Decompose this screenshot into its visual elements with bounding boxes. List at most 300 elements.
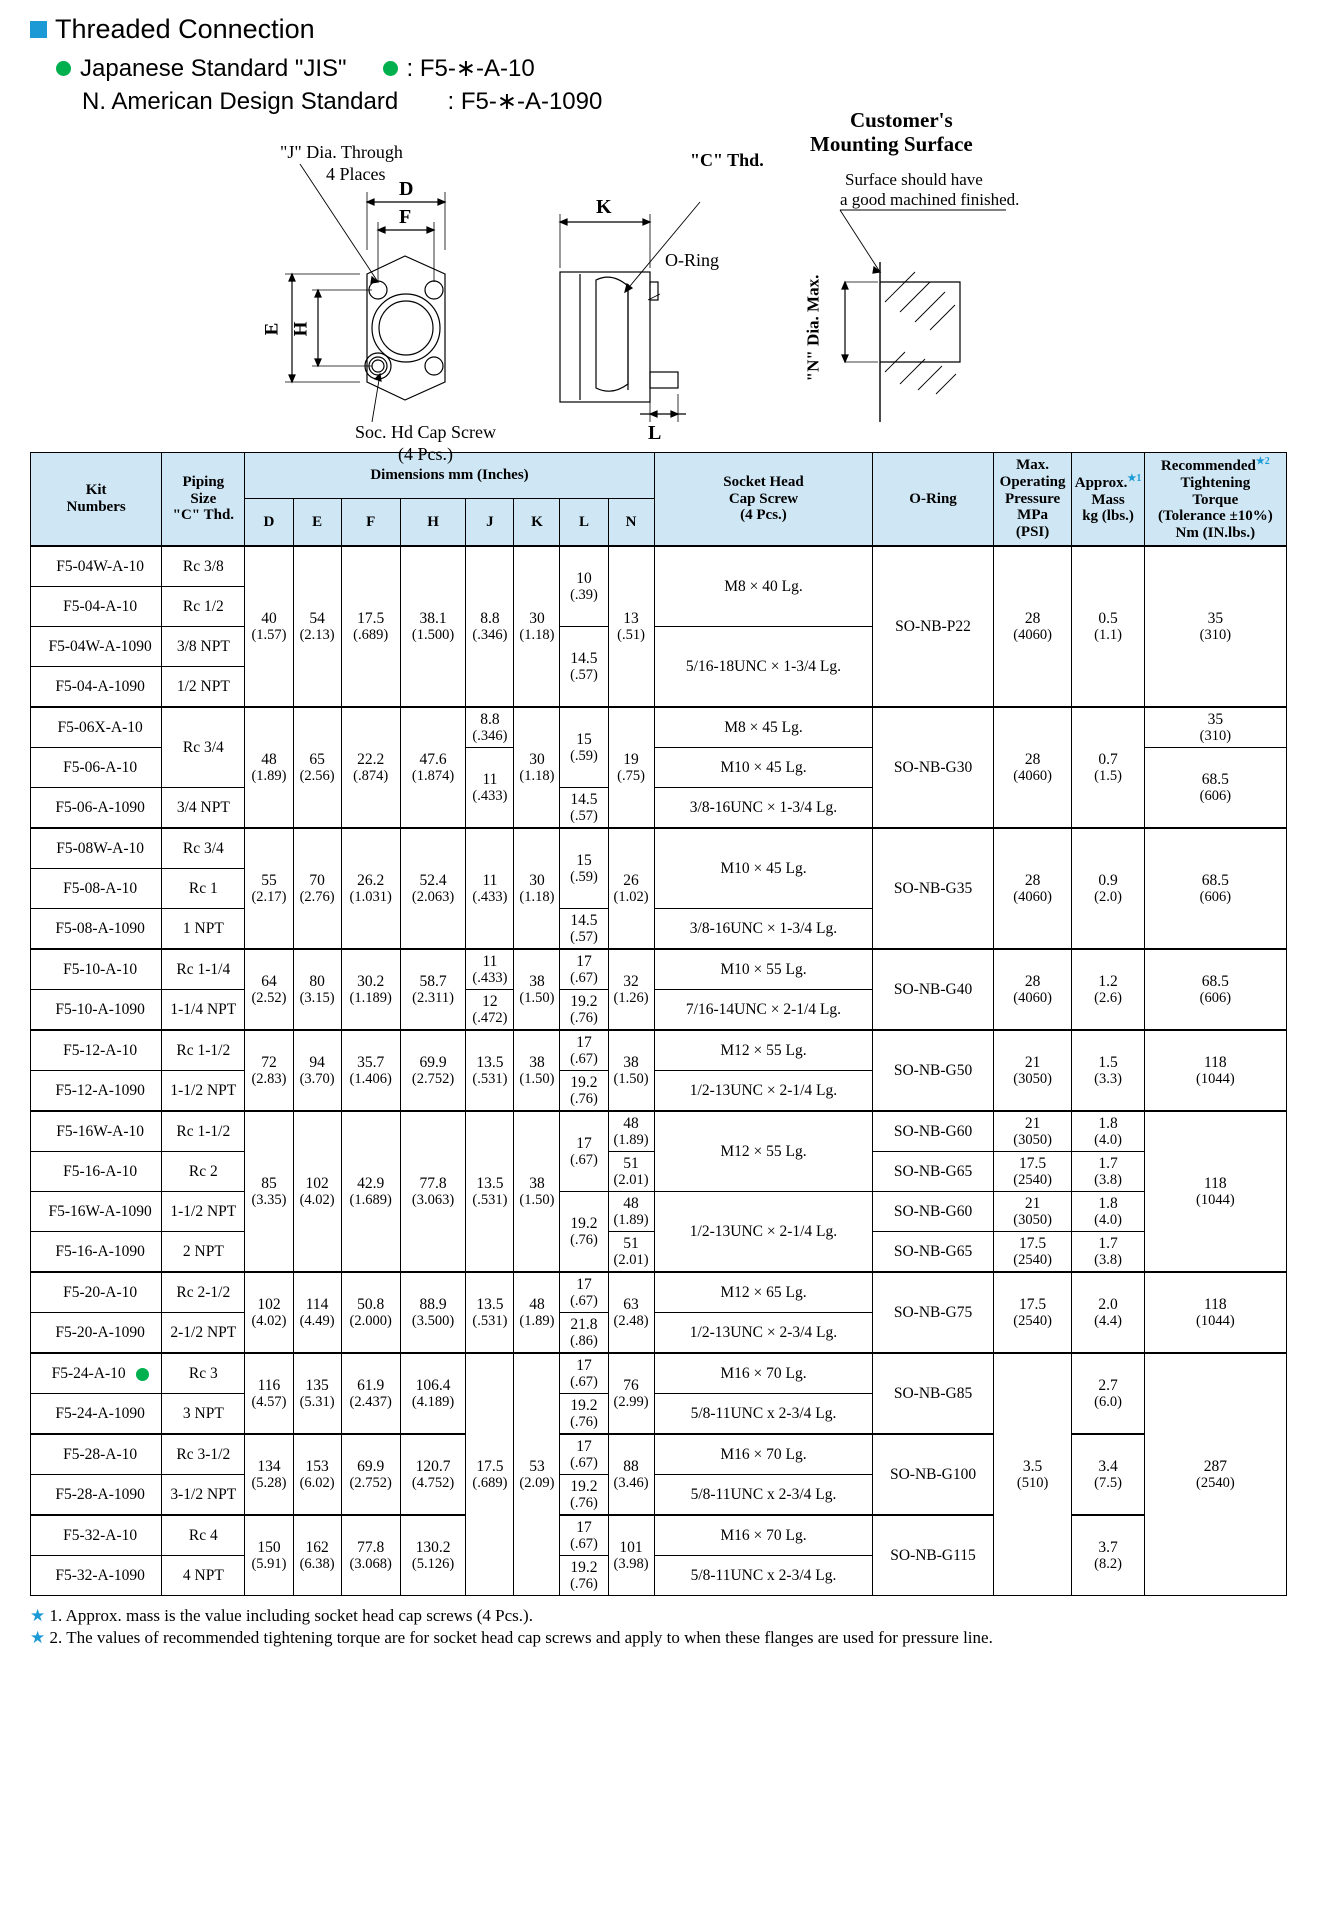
dim-k-in: (2.09) [519, 1475, 555, 1492]
dim-n-in: (1.89) [613, 1212, 649, 1229]
dim-j-mm: 11 [482, 871, 498, 889]
dim-k-in: (1.18) [519, 768, 555, 785]
footnote-2-text: 2. The values of recommended tightening torque are for socket head cap screws and apply to when these flanges are used for pressure line. [49, 1627, 993, 1647]
dim-l [560, 546, 608, 627]
th-kit-numbers [31, 453, 162, 546]
dim-n-in: (2.01) [613, 1172, 649, 1189]
dim-f-mm: 17.5 [357, 609, 385, 627]
label-soc-screw: Soc. Hd Cap Screw [355, 422, 496, 442]
press-mpa: 28 [1024, 871, 1041, 889]
kit-number: F5-04W-A-1090 [31, 626, 162, 666]
dim-n-in: (1.89) [613, 1132, 649, 1149]
dim-l-in: (.57) [570, 929, 598, 946]
dim-j-mm: 13.5 [476, 1174, 504, 1192]
dim-h-in: (5.126) [411, 1556, 455, 1573]
dim-e-mm: 153 [305, 1457, 329, 1475]
th-dim-j: J [466, 499, 514, 546]
piping-size: Rc 1-1/2 [162, 1030, 245, 1071]
th-socket-l1: Socket Head [723, 473, 804, 490]
kit-number: F5-32-A-1090 [31, 1555, 162, 1595]
dim-e-in: (4.02) [299, 1192, 335, 1209]
dim-n [608, 828, 654, 949]
kit-number: F5-16W-A-10 [31, 1111, 162, 1152]
approx-mass [1072, 1272, 1144, 1353]
footnote-1-text: 1. Approx. mass is the value including socket head cap screws (4 Pcs.). [49, 1605, 533, 1625]
th-press-l1: Max. [1016, 457, 1050, 473]
dim-h-in: (4.752) [411, 1475, 455, 1492]
dim-n [608, 1515, 654, 1596]
dim-f [341, 949, 400, 1030]
dim-h-in: (2.752) [411, 1071, 455, 1088]
mass-kg: 1.2 [1098, 972, 1118, 990]
dim-j [466, 989, 514, 1030]
socket-screw: M16 × 70 Lg. [654, 1515, 873, 1556]
piping-size: 1/2 NPT [162, 666, 245, 707]
oring-code: SO-NB-G75 [873, 1272, 993, 1353]
dim-f [341, 1515, 400, 1596]
dim-h-mm: 77.8 [419, 1174, 447, 1192]
label-surface-2: a good machined finished. [840, 190, 1020, 209]
dim-k-in: (1.50) [519, 1071, 555, 1088]
dim-k-mm: 30 [529, 609, 545, 627]
piping-size: Rc 3/4 [162, 828, 245, 869]
kit-number: F5-04W-A-10 [31, 546, 162, 587]
dim-j-mm: 12 [482, 992, 498, 1010]
press-mpa: 17.5 [1019, 1295, 1047, 1313]
dim-k [514, 1272, 560, 1353]
dim-h-in: (1.500) [411, 627, 455, 644]
label-soc-screw-2: (4 Pcs.) [398, 444, 453, 464]
green-dot-icon [56, 61, 71, 76]
th-kit-l1: Kit [85, 482, 107, 499]
dim-f-in: (2.000) [349, 1313, 392, 1330]
dim-h-in: (1.874) [411, 768, 455, 785]
dim-h [400, 1111, 466, 1272]
dim-n-in: (1.02) [613, 889, 649, 906]
socket-screw: M8 × 45 Lg. [654, 707, 873, 748]
torque-inlbs: (1044) [1196, 1071, 1235, 1088]
piping-size: 3/8 NPT [162, 626, 245, 666]
mass-kg: 3.7 [1098, 1538, 1118, 1556]
dim-j-mm: 13.5 [476, 1295, 504, 1313]
torque-inlbs: (310) [1199, 627, 1232, 644]
dim-j-in: (.531) [472, 1071, 508, 1088]
dim-e [293, 1353, 341, 1434]
dim-h [400, 707, 466, 828]
dim-n-mm: 13 [623, 609, 639, 627]
dim-h [400, 1030, 466, 1111]
dim-l-mm: 21.8 [570, 1315, 598, 1333]
max-pressure [993, 949, 1072, 1030]
socket-screw: M12 × 55 Lg. [654, 1030, 873, 1071]
th-mass-l2: Mass [1091, 491, 1125, 508]
dim-f-in: (.874) [353, 768, 389, 785]
piping-size: 1 NPT [162, 908, 245, 949]
th-pipe-l2: Size [190, 490, 217, 507]
dim-k-in: (1.89) [519, 1313, 555, 1330]
dim-d [245, 1030, 293, 1111]
dim-d-mm: 40 [261, 609, 277, 627]
table-row[interactable] [31, 1272, 1287, 1313]
dim-d [245, 1353, 293, 1434]
th-socket-head [654, 453, 873, 546]
th-piping-size [162, 453, 245, 546]
socket-screw: M12 × 55 Lg. [654, 1111, 873, 1192]
piping-size: Rc 3/8 [162, 546, 245, 587]
dim-e-in: (2.56) [299, 768, 335, 785]
kit-number: F5-24-A-1090 [31, 1393, 162, 1434]
page-header [0, 0, 1317, 116]
table-row[interactable] [31, 1111, 1287, 1152]
dim-l-mm: 15 [576, 730, 592, 748]
piping-size: Rc 2-1/2 [162, 1272, 245, 1313]
dim-k-mm: 48 [529, 1295, 545, 1313]
torque-nm: 35 [1207, 710, 1224, 728]
socket-screw: 5/8-11UNC x 2-3/4 Lg. [654, 1393, 873, 1434]
th-press-l3: Pressure [1004, 490, 1061, 507]
dim-d-mm: 72 [261, 1053, 277, 1071]
piping-size: Rc 1-1/4 [162, 949, 245, 990]
oring-code: SO-NB-G35 [873, 828, 993, 949]
kit-number: F5-16W-A-1090 [31, 1191, 162, 1231]
dim-l-in: (.76) [570, 1495, 598, 1512]
label-d: D [399, 178, 414, 200]
dim-n [608, 1111, 654, 1152]
dim-e-mm: 135 [305, 1376, 329, 1394]
kit-number: F5-12-A-10 [31, 1030, 162, 1071]
piping-size: Rc 1 [162, 868, 245, 908]
dim-f-in: (1.031) [349, 889, 392, 906]
torque-nm: 35 [1207, 609, 1224, 627]
dim-e-mm: 65 [309, 750, 325, 768]
piping-size: 2-1/2 NPT [162, 1312, 245, 1353]
dim-k [514, 1030, 560, 1111]
kit-number: F5-06-A-1090 [31, 787, 162, 828]
dim-e-mm: 162 [305, 1538, 329, 1556]
torque-inlbs: (606) [1199, 788, 1232, 805]
dim-k [514, 707, 560, 828]
kit-number [31, 1353, 162, 1394]
press-mpa: 17.5 [1019, 1154, 1047, 1172]
socket-screw: 5/8-11UNC x 2-3/4 Lg. [654, 1474, 873, 1515]
mass-kg: 2.0 [1098, 1295, 1118, 1313]
kit-number: F5-12-A-1090 [31, 1070, 162, 1111]
piping-size: Rc 2 [162, 1151, 245, 1191]
dim-l-mm: 19.2 [570, 992, 598, 1010]
dim-n-in: (2.01) [613, 1252, 649, 1269]
torque-nm: 68.5 [1201, 770, 1229, 788]
torque [1144, 949, 1286, 1030]
dim-l-in: (.67) [570, 1455, 598, 1472]
dim-e-in: (2.76) [299, 889, 335, 906]
dim-j [466, 546, 514, 707]
dim-f-in: (1.406) [349, 1071, 392, 1088]
dim-n-in: (1.26) [613, 990, 649, 1007]
dim-f-mm: 77.8 [357, 1538, 385, 1556]
dim-h [400, 1515, 466, 1596]
dim-h [400, 1434, 466, 1515]
dim-e-mm: 102 [305, 1174, 329, 1192]
socket-screw: 1/2-13UNC × 2-1/4 Lg. [654, 1070, 873, 1111]
piping-size: Rc 3/4 [162, 707, 245, 788]
table-row[interactable] [31, 546, 1287, 587]
dim-e-mm: 54 [309, 609, 325, 627]
press-mpa: 28 [1024, 972, 1041, 990]
mass-kg: 0.9 [1098, 871, 1118, 889]
kit-number: F5-20-A-10 [31, 1272, 162, 1313]
mass-lbs: (2.6) [1094, 990, 1122, 1007]
kit-number: F5-28-A-10 [31, 1434, 162, 1475]
dim-h-mm: 38.1 [419, 609, 447, 627]
th-torque-l4: (Tolerance ±10%) [1157, 508, 1273, 525]
mass-kg: 1.7 [1098, 1154, 1118, 1172]
kit-number: F5-08-A-1090 [31, 908, 162, 949]
dim-l-mm: 17 [576, 1033, 592, 1051]
torque [1144, 1272, 1286, 1353]
piping-size: Rc 1-1/2 [162, 1111, 245, 1152]
torque-nm: 68.5 [1201, 871, 1229, 889]
dim-f-in: (2.437) [349, 1394, 392, 1411]
dim-d-in: (2.17) [251, 889, 287, 906]
dim-d-in: (3.35) [251, 1192, 287, 1209]
dim-l-in: (.59) [570, 748, 598, 765]
dim-n-in: (2.48) [613, 1313, 649, 1330]
table-row[interactable] [31, 828, 1287, 869]
table-row[interactable] [31, 949, 1287, 990]
dim-j-mm: 13.5 [476, 1053, 504, 1071]
table-row[interactable] [31, 707, 1287, 748]
dim-h-in: (2.063) [411, 889, 455, 906]
label-customer-1: Customer's [850, 108, 953, 132]
dim-j-mm: 11 [482, 770, 498, 788]
star-icon-1: ★ [30, 1605, 46, 1625]
oring-code: SO-NB-G85 [873, 1353, 993, 1434]
dim-h-in: (4.189) [411, 1394, 455, 1411]
dim-k-mm: 53 [529, 1457, 545, 1475]
dim-k-in: (1.50) [519, 990, 555, 1007]
dim-d-mm: 48 [261, 750, 277, 768]
mass-lbs: (8.2) [1094, 1556, 1122, 1573]
dim-j-in: (.433) [472, 788, 508, 805]
dim-l-mm: 17 [576, 952, 592, 970]
th-socket-l2: Cap Screw [728, 490, 799, 507]
mass-kg: 1.5 [1098, 1053, 1118, 1071]
dim-e-in: (5.31) [299, 1394, 335, 1411]
kit-number: F5-06-A-10 [31, 747, 162, 787]
mass-lbs: (7.5) [1094, 1475, 1122, 1492]
label-h: H [290, 321, 312, 337]
oring-code: SO-NB-G60 [873, 1191, 993, 1231]
green-dot-icon-2 [383, 61, 398, 76]
dim-j [466, 1353, 514, 1596]
th-dim-k: K [514, 499, 560, 546]
dim-l-mm: 14.5 [570, 649, 598, 667]
table-row[interactable] [31, 1030, 1287, 1071]
green-dot-icon-row [136, 1368, 149, 1381]
dim-n-mm: 48 [623, 1114, 639, 1132]
dim-j [466, 1030, 514, 1111]
dim-k-mm: 30 [529, 750, 545, 768]
dim-h-in: (3.500) [411, 1313, 455, 1330]
torque [1144, 1030, 1286, 1111]
th-approx-mass [1072, 453, 1144, 546]
dim-l-in: (.57) [570, 808, 598, 825]
dim-l [560, 1312, 608, 1353]
oring-code: SO-NB-G30 [873, 707, 993, 828]
oring-code: SO-NB-G40 [873, 949, 993, 1030]
dim-n-mm: 51 [623, 1154, 639, 1172]
approx-mass [1072, 828, 1144, 949]
dim-n-in: (3.98) [613, 1556, 649, 1573]
socket-screw: 3/8-16UNC × 1-3/4 Lg. [654, 787, 873, 828]
torque-inlbs: (606) [1199, 889, 1232, 906]
torque [1144, 1111, 1286, 1272]
socket-screw: 1/2-13UNC × 2-3/4 Lg. [654, 1312, 873, 1353]
dim-l-mm: 14.5 [570, 790, 598, 808]
dim-d [245, 707, 293, 828]
piping-size: Rc 3 [162, 1353, 245, 1394]
table-row[interactable] [31, 1353, 1287, 1394]
socket-screw: M12 × 65 Lg. [654, 1272, 873, 1313]
dim-d-mm: 55 [261, 871, 277, 889]
torque-inlbs: (2540) [1196, 1475, 1235, 1492]
dim-d-in: (2.83) [251, 1071, 287, 1088]
press-psi: (4060) [1013, 990, 1052, 1007]
dim-j-in: (.346) [472, 728, 508, 745]
th-mass-sup: ★1 [1127, 472, 1142, 484]
table-row[interactable] [31, 1515, 1287, 1556]
drawing-svg [0, 122, 1317, 442]
dim-l-mm: 17 [576, 1437, 592, 1455]
dim-d-in: (5.91) [251, 1556, 287, 1573]
socket-screw: M10 × 55 Lg. [654, 949, 873, 990]
dim-f [341, 1111, 400, 1272]
dim-l-mm: 17 [576, 1518, 592, 1536]
specs-table [30, 452, 1287, 1596]
max-pressure [993, 707, 1072, 828]
kit-number: F5-06X-A-10 [31, 707, 162, 748]
approx-mass [1072, 1515, 1144, 1596]
dim-j-in: (.433) [472, 970, 508, 987]
dim-d-in: (4.02) [251, 1313, 287, 1330]
torque-inlbs: (606) [1199, 990, 1232, 1007]
dim-d [245, 546, 293, 707]
dim-n-mm: 38 [623, 1053, 639, 1071]
dim-l-mm: 14.5 [570, 911, 598, 929]
torque-nm: 118 [1203, 1295, 1227, 1313]
dim-n [608, 707, 654, 828]
dim-n-mm: 88 [623, 1457, 639, 1475]
th-max-pressure [993, 453, 1072, 546]
piping-size: Rc 4 [162, 1515, 245, 1556]
max-pressure [993, 1111, 1072, 1152]
mass-kg: 3.4 [1098, 1457, 1118, 1475]
socket-screw: 3/8-16UNC × 1-3/4 Lg. [654, 908, 873, 949]
approx-mass [1072, 1434, 1144, 1515]
dim-f [341, 707, 400, 828]
th-press-l4: MPa [1017, 507, 1048, 524]
piping-size: 2 NPT [162, 1231, 245, 1272]
dim-n [608, 1434, 654, 1515]
dim-l-in: (.76) [570, 1232, 598, 1249]
th-press-l2: Operating [999, 473, 1066, 490]
press-psi: (3050) [1013, 1071, 1052, 1088]
label-c-thd: "C" Thd. [690, 150, 764, 170]
torque-nm: 118 [1203, 1053, 1227, 1071]
dim-d-in: (1.89) [251, 768, 287, 785]
dim-j [466, 707, 514, 748]
dim-n-in: (2.99) [613, 1394, 649, 1411]
th-dim-n: N [608, 499, 654, 546]
press-mpa: 17.5 [1019, 1234, 1047, 1252]
table-row[interactable] [31, 1191, 1287, 1231]
dim-n-mm: 51 [623, 1234, 639, 1252]
header-jis-row [56, 54, 1317, 83]
dim-n [608, 1231, 654, 1272]
dim-l-in: (.67) [570, 1374, 598, 1391]
dim-h [400, 1353, 466, 1434]
dim-k-in: (1.50) [519, 1192, 555, 1209]
approx-mass [1072, 949, 1144, 1030]
dim-l-in: (.76) [570, 1091, 598, 1108]
th-torque-l1: Recommended [1160, 458, 1256, 474]
table-row[interactable] [31, 1434, 1287, 1475]
dim-l [560, 1070, 608, 1111]
th-mass-l1: Approx. [1074, 474, 1128, 491]
dim-n [608, 1030, 654, 1111]
piping-size: 1-1/2 NPT [162, 1191, 245, 1231]
mass-kg: 1.8 [1098, 1114, 1118, 1132]
max-pressure [993, 1353, 1072, 1596]
torque-inlbs: (1044) [1196, 1313, 1235, 1330]
dim-h-mm: 130.2 [415, 1538, 451, 1556]
dim-k [514, 1111, 560, 1272]
dim-e-in: (2.13) [299, 627, 335, 644]
dim-f-mm: 22.2 [357, 750, 385, 768]
approx-mass [1072, 1111, 1144, 1152]
dim-k [514, 949, 560, 1030]
dim-l-in: (.39) [570, 587, 598, 604]
dim-h-mm: 58.7 [419, 972, 447, 990]
dim-l-in: (.86) [570, 1333, 598, 1350]
socket-screw: M10 × 45 Lg. [654, 828, 873, 909]
dim-n-in: (1.50) [613, 1071, 649, 1088]
dim-d [245, 1111, 293, 1272]
torque [1144, 707, 1286, 748]
dim-k-in: (1.18) [519, 889, 555, 906]
dim-n-mm: 76 [623, 1376, 639, 1394]
dim-n-in: (.75) [617, 768, 645, 785]
dim-k-mm: 30 [529, 871, 545, 889]
dim-d [245, 1515, 293, 1596]
piping-size: 3 NPT [162, 1393, 245, 1434]
socket-screw: M16 × 70 Lg. [654, 1434, 873, 1475]
dim-d-in: (5.28) [251, 1475, 287, 1492]
dim-f-mm: 30.2 [357, 972, 385, 990]
press-psi: (4060) [1013, 768, 1052, 785]
kit-number: F5-20-A-1090 [31, 1312, 162, 1353]
label-j-dia-places: 4 Places [326, 164, 386, 184]
na-label: N. American Design Standard [82, 88, 399, 115]
max-pressure [993, 1191, 1072, 1231]
dim-f [341, 1030, 400, 1111]
dim-f [341, 546, 400, 707]
dim-h-mm: 88.9 [419, 1295, 447, 1313]
mass-kg: 2.7 [1098, 1376, 1118, 1394]
dim-l [560, 707, 608, 788]
dim-e-mm: 70 [309, 871, 325, 889]
na-code: : F5-∗-A-1090 [447, 88, 603, 115]
